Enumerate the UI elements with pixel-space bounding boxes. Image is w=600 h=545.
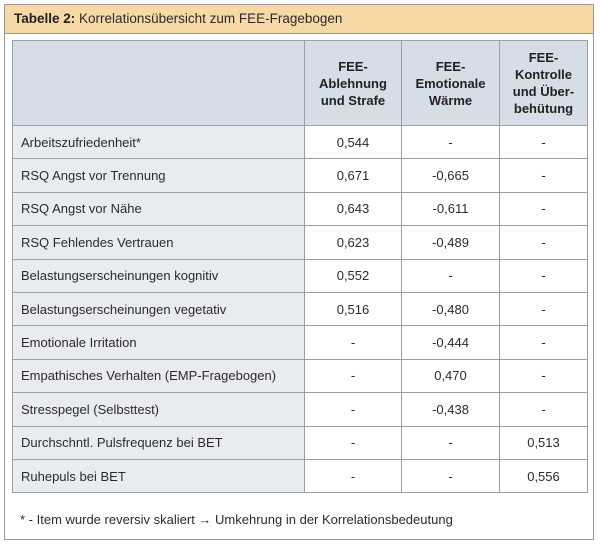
- row-label: Durchschntl. Pulsfrequenz bei BET: [13, 426, 305, 459]
- table-cell: -: [500, 192, 588, 225]
- table-cell: 0,552: [305, 259, 402, 292]
- table-cell: 0,470: [402, 359, 500, 392]
- table-body: [13, 126, 588, 493]
- correlation-table: [12, 40, 588, 493]
- table-cell: -: [305, 393, 402, 426]
- table-cell: 0,513: [500, 426, 588, 459]
- row-label: Stresspegel (Selbsttest): [13, 393, 305, 426]
- table-cell: 0,516: [305, 292, 402, 325]
- table-frame: [4, 4, 594, 540]
- column-header-line: Ablehnung: [319, 75, 387, 91]
- row-label: RSQ Angst vor Trennung: [13, 159, 305, 192]
- table-cell: 0,623: [305, 226, 402, 259]
- table-row: [13, 126, 588, 159]
- table-cell: -0,438: [402, 393, 500, 426]
- header-corner: [13, 41, 305, 126]
- table-cell: -: [305, 326, 402, 359]
- row-label: Empathisches Verhalten (EMP-Fragebogen): [13, 359, 305, 392]
- row-label: Belastungserscheinungen kognitiv: [13, 259, 305, 292]
- column-header: [402, 41, 500, 126]
- table-cell: -: [402, 459, 500, 492]
- row-label: Ruhepuls bei BET: [13, 459, 305, 492]
- header-row: [13, 41, 588, 126]
- table-row: [13, 159, 588, 192]
- row-label: RSQ Fehlendes Vertrauen: [13, 226, 305, 259]
- column-header: [500, 41, 588, 126]
- table-cell: -: [402, 426, 500, 459]
- table-row: [13, 359, 588, 392]
- row-label: Belastungserscheinungen vegetativ: [13, 292, 305, 325]
- table-row: [13, 192, 588, 225]
- table-row: [13, 426, 588, 459]
- column-header-line: behütung: [513, 101, 574, 116]
- table-cell: -: [305, 359, 402, 392]
- table-row: [13, 292, 588, 325]
- table-cell: -0,665: [402, 159, 500, 192]
- table-cell: 0,643: [305, 192, 402, 225]
- table-cell: -: [500, 393, 588, 426]
- table-cell: -: [305, 426, 402, 459]
- row-label: RSQ Angst vor Nähe: [13, 192, 305, 225]
- column-header-line: Wärme: [428, 92, 473, 108]
- table-cell: -: [500, 359, 588, 392]
- caption-title: Korrelationsübersicht zum FEE-Fragebogen: [79, 11, 343, 26]
- table-cell: 0,544: [305, 126, 402, 159]
- table-cell: -0,480: [402, 292, 500, 325]
- column-header-line: Kontrolle: [514, 67, 573, 82]
- table-cell: -: [500, 126, 588, 159]
- column-header-line: FEE-: [338, 58, 368, 74]
- table-cell: -: [500, 259, 588, 292]
- column-header-line: und Strafe: [320, 92, 386, 108]
- table-row: [13, 393, 588, 426]
- table-cell: -: [305, 459, 402, 492]
- column-header-line: Emotionale: [415, 75, 486, 91]
- table-row: [13, 226, 588, 259]
- table-cell: 0,556: [500, 459, 588, 492]
- table-caption: [5, 5, 593, 34]
- table-cell: 0,671: [305, 159, 402, 192]
- table-cell: -0,611: [402, 192, 500, 225]
- table-cell: -: [500, 226, 588, 259]
- table-row: [13, 326, 588, 359]
- table-cell: -: [500, 159, 588, 192]
- table-cell: -: [500, 326, 588, 359]
- table-row: [13, 459, 588, 492]
- column-header: [305, 41, 402, 126]
- table-cell: -: [402, 259, 500, 292]
- table-cell: -0,444: [402, 326, 500, 359]
- table-cell: -: [402, 126, 500, 159]
- column-header-line: FEE-: [435, 58, 466, 74]
- caption-label: Tabelle 2:: [14, 11, 76, 26]
- row-label: Emotionale Irritation: [13, 326, 305, 359]
- row-label: Arbeitszufriedenheit*: [13, 126, 305, 159]
- footnote: * - Item wurde reversiv skaliert → Umkehrung in der Korrelationsbedeutung: [20, 512, 453, 527]
- table-cell: -0,489: [402, 226, 500, 259]
- table-row: [13, 259, 588, 292]
- table-cell: -: [500, 292, 588, 325]
- column-header-line: FEE-: [528, 50, 559, 65]
- column-header-line: und Über-: [512, 84, 575, 99]
